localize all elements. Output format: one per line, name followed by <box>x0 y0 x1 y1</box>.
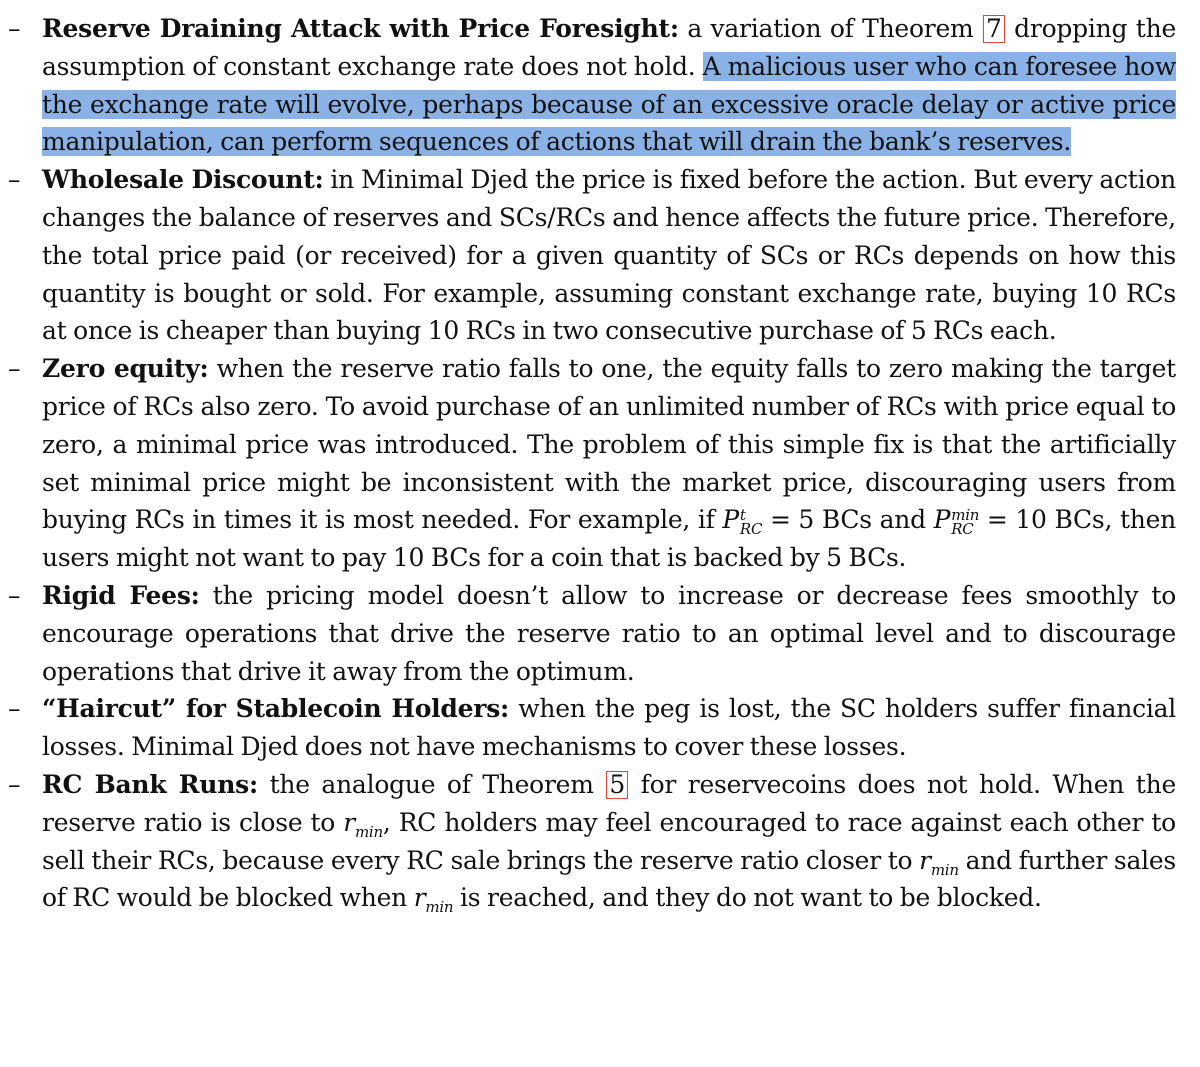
list-item-zero-equity <box>8 350 1176 577</box>
item-text: = 5 BCs and <box>762 505 934 535</box>
math-sub: min <box>930 860 959 879</box>
list-item-wholesale-discount <box>8 161 1176 350</box>
item-text: a variation of Theorem <box>678 14 982 43</box>
item-text: and further sales of RC would be blocked when <box>42 845 1176 913</box>
math-scripts <box>951 506 980 539</box>
list-dash: – <box>8 14 21 43</box>
item-heading: Zero equity: <box>42 354 209 384</box>
list-item-rc-bank-runs <box>8 766 1176 917</box>
list-dash: – <box>8 694 21 724</box>
highlighted-text[interactable]: A malicious user who can foresee how the exchange rate will evolve, perhaps because of an excessive oracle delay or active price manipulation, can perform sequences of actions that will drain the bank’s reserves. <box>42 51 1176 157</box>
item-text: for reservecoins does not hold. When the reserve ratio is close to <box>42 769 1176 837</box>
item-text: the analogue of Theorem <box>257 769 606 799</box>
list-item-reserve-draining <box>8 10 1176 161</box>
math-sup: min <box>951 506 980 525</box>
math-r-min <box>919 845 959 879</box>
math-sub: RC <box>739 520 763 539</box>
item-text: when the peg is lost, the SC holders suffer financial losses. Minimal Djed does not have mechanisms to cover these losses. <box>42 694 1176 762</box>
item-heading: Wholesale Discount: <box>42 165 324 195</box>
item-text: in Minimal Djed the price is fixed before the action. But every action changes the balance of reserves and SCs/RCs and hence affects the future price. Therefore, the total price paid (or received) for a given quantity of SCs or RCs depends on how this quantity is bought or sold. For example, assuming constant exchange rate, buying 10 RCs at once is cheaper than buying 10 RCs in two consecutive purchase of 5 RCs each. <box>42 165 1176 346</box>
item-heading: Reserve Draining Attack with Price Foresight: <box>42 14 679 43</box>
item-text: when the reserve ratio falls to one, the equity falls to zero making the target price of RCs also zero. To avoid purchase of an unlimited number of RCs with price equal to zero, a minimal price was introduced. The problem of this simple fix is that the artificially set minimal price might be inconsistent with the market price, discouraging users from buying RCs in times it is most needed. For example, if <box>42 354 1176 535</box>
math-price-rc-min <box>933 505 980 539</box>
list-dash: – <box>8 580 21 610</box>
list-dash: – <box>8 354 21 384</box>
math-r-min <box>413 883 454 917</box>
math-price-rc-t <box>722 505 763 539</box>
math-base: r <box>919 845 931 875</box>
item-text: dropping the assumption of constant exchange rate does not hold. <box>42 14 1176 81</box>
math-r-min <box>343 807 383 841</box>
math-sup: t <box>739 506 746 525</box>
list-dash: – <box>8 769 21 799</box>
math-sub: min <box>425 898 454 917</box>
item-text: is reached, and they do not want to be blocked. <box>453 883 1042 913</box>
math-base: P <box>722 505 739 535</box>
document-page <box>8 10 1176 917</box>
theorem-5-link[interactable]: 5 <box>606 771 628 799</box>
math-base: P <box>933 505 951 535</box>
item-text: the pricing model doesn’t allow to increase or decrease fees smoothly to encourage operations that drive the reserve ratio to an optimal level and to discourage operations that drive it away from the optimum. <box>42 580 1177 686</box>
item-text: = 10 BCs, then users might not want to pay 10 BCs for a coin that is backed by 5 BCs. <box>42 505 1176 573</box>
item-heading: “Haircut” for Stablecoin Holders: <box>42 694 510 724</box>
list-item-rigid-fees <box>8 577 1176 690</box>
item-text: , RC holders may feel encouraged to race against each other to sell their RCs, because every RC sale brings the reserve ratio closer to <box>42 807 1176 875</box>
math-scripts <box>739 506 763 539</box>
math-base: r <box>413 883 426 913</box>
math-base: r <box>343 807 355 837</box>
list-item-haircut <box>8 690 1176 766</box>
item-heading: Rigid Fees: <box>42 580 200 610</box>
math-sub: RC <box>951 520 974 539</box>
math-sub: min <box>354 822 383 841</box>
list-dash: – <box>8 165 21 195</box>
item-heading: RC Bank Runs: <box>42 769 258 799</box>
theorem-7-link[interactable]: 7 <box>983 15 1005 43</box>
